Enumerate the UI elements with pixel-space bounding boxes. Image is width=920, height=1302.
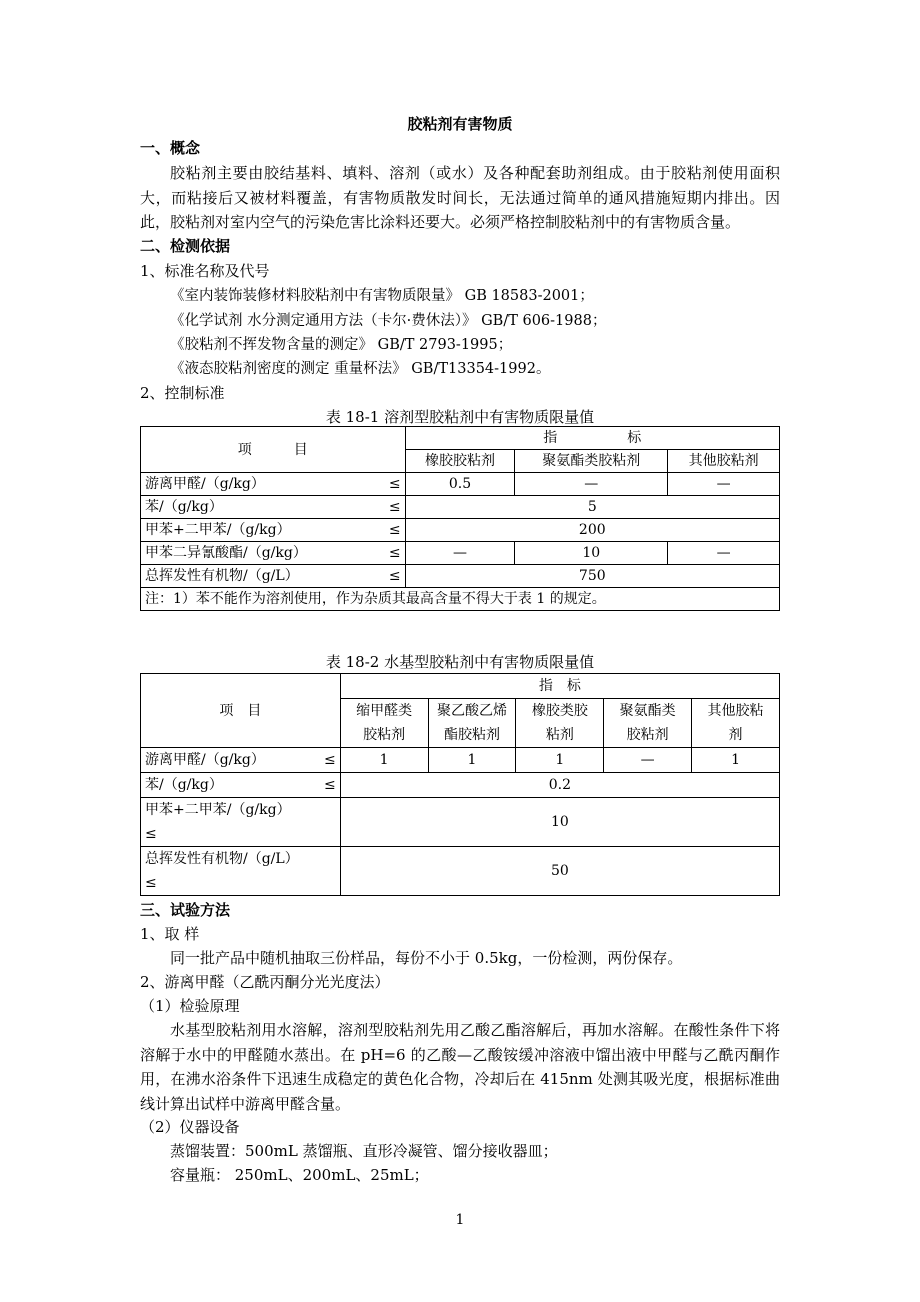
table-cell: — [515, 473, 668, 496]
row-label: 甲苯+二甲苯/（g/kg） [145, 522, 291, 538]
le-symbol: ≤ [323, 752, 336, 768]
table-1-col-header: 聚氨酯类胶粘剂 [515, 450, 668, 473]
row-label: 总挥发性有机物/（g/L） [145, 851, 299, 867]
table-1-index-header: 指 标 [405, 427, 779, 450]
table-2-col-header: 缩甲醛类 胶粘剂 [340, 699, 428, 748]
control-standard-subheading: 2、控制标准 [140, 384, 225, 402]
table-1 [140, 426, 780, 611]
section-2-heading: 二、检测依据 [140, 237, 231, 255]
standard-item: 《液态胶粘剂密度的测定 重量杯法》 GB/T13354-1992。 [170, 361, 551, 377]
standards-subheading: 1、标准名称及代号 [140, 262, 270, 280]
le-symbol: ≤ [388, 522, 401, 538]
table-cell: 1 [428, 748, 516, 773]
table-row [141, 519, 780, 542]
table-cell: 0.5 [405, 473, 515, 496]
le-symbol: ≤ [388, 545, 401, 561]
le-symbol: ≤ [388, 568, 401, 584]
principle-paragraph: 水基型胶粘剂用水溶解，溶剂型胶粘剂先用乙酸乙酯溶解后，再加水溶解。在酸性条件下将溶解于水中的甲醛随水蒸出。在 pH=6 的乙酸—乙酸铵缓冲溶液中馏出液中甲醛与乙酰丙酮作用，在沸水浴条件下迅速生成稳定的黄色化合物，冷却后在 415nm 处测其吸光度，根据标准曲线计算出试样中游离甲醛含量。 [140, 1021, 780, 1113]
equipment-heading: （2）仪器设备 [140, 1118, 240, 1136]
row-label: 甲苯+二甲苯/（g/kg） [145, 802, 291, 818]
table-2-col-header: 聚氨酯类 胶粘剂 [604, 699, 692, 748]
le-symbol: ≤ [388, 476, 401, 492]
row-label: 游离甲醛/（g/kg） [145, 476, 265, 492]
table-2-index-header: 指 标 [340, 674, 779, 699]
le-symbol: ≤ [145, 875, 157, 891]
table-cell: — [668, 542, 780, 565]
table-row [141, 773, 780, 798]
section-1-heading: 一、概念 [140, 139, 201, 157]
le-symbol: ≤ [388, 499, 401, 515]
formaldehyde-subheading: 2、游离甲醛（乙酰丙酮分光光度法） [140, 973, 390, 991]
section-3-heading: 三、试验方法 [140, 901, 231, 919]
table-2 [140, 673, 780, 896]
sampling-text: 同一批产品中随机抽取三份样品，每份不小于 0.5kg，一份检测，两份保存。 [170, 949, 683, 967]
table-cell: 750 [405, 565, 779, 588]
table-row [141, 565, 780, 588]
row-label: 游离甲醛/（g/kg） [145, 752, 265, 768]
principle-heading: （1）检验原理 [140, 997, 240, 1015]
table-cell: 10 [515, 542, 668, 565]
table-row [141, 542, 780, 565]
table-cell: 5 [405, 496, 779, 519]
standard-item: 《化学试剂 水分测定通用方法（卡尔·费休法）》 GB/T 606-1988； [170, 313, 607, 329]
le-symbol: ≤ [145, 826, 157, 842]
standard-item: 《室内装饰装修材料胶粘剂中有害物质限量》 GB 18583-2001； [170, 288, 594, 304]
page-number: 1 [455, 1212, 465, 1228]
table-2-item-header: 项 目 [141, 674, 341, 748]
sampling-subheading: 1、取 样 [140, 925, 200, 943]
standard-item: 《胶粘剂不挥发物含量的测定》 GB/T 2793-1995； [170, 337, 513, 353]
table-2-col-header: 橡胶类胶 粘剂 [516, 699, 604, 748]
row-label: 苯/（g/kg） [145, 499, 223, 515]
table-2-col-header: 其他胶粘 剂 [692, 699, 780, 748]
table-row [141, 798, 780, 847]
table-1-col-header: 其他胶粘剂 [668, 450, 780, 473]
table-1-caption: 表 18-1 溶剂型胶粘剂中有害物质限量值 [325, 408, 595, 426]
table-cell: — [668, 473, 780, 496]
row-label: 苯/（g/kg） [145, 777, 223, 793]
table-cell: — [405, 542, 515, 565]
table-1-col-header: 橡胶胶粘剂 [405, 450, 515, 473]
table-cell: 200 [405, 519, 779, 542]
table-cell: — [604, 748, 692, 773]
table-row [141, 473, 780, 496]
row-label: 甲苯二异氰酸酯/（g/kg） [145, 545, 307, 561]
table-cell: 10 [340, 798, 779, 847]
page-title: 胶粘剂有害物质 [407, 115, 513, 133]
le-symbol: ≤ [323, 777, 336, 793]
table-1-item-header: 项 目 [141, 427, 406, 473]
table-row [141, 847, 780, 896]
equipment-item: 蒸馏装置：500mL 蒸馏瓶、直形冷凝管、馏分接收器皿； [170, 1142, 558, 1160]
table-cell: 1 [340, 748, 428, 773]
table-row [141, 496, 780, 519]
table-2-col-header: 聚乙酸乙烯 酯胶粘剂 [428, 699, 516, 748]
section-1-paragraph: 胶粘剂主要由胶结基料、填料、溶剂（或水）及各种配套助剂组成。由于胶粘剂使用面积大，而粘接后又被材料覆盖，有害物质散发时间长，无法通过简单的通风措施短期内排出。因此，胶粘剂对室内空气的污染危害比涂料还要大。必须严格控制胶粘剂中的有害物质含量。 [140, 164, 780, 231]
table-1-note: 注：1）苯不能作为溶剂使用，作为杂质其最高含量不得大于表 1 的规定。 [141, 588, 780, 611]
equipment-item: 容量瓶： 250mL、200mL、25mL； [170, 1166, 429, 1184]
table-row [141, 748, 780, 773]
table-cell: 50 [340, 847, 779, 896]
table-cell: 0.2 [340, 773, 779, 798]
table-cell: 1 [692, 748, 780, 773]
table-cell: 1 [516, 748, 604, 773]
row-label: 总挥发性有机物/（g/L） [145, 568, 299, 584]
table-2-caption: 表 18-2 水基型胶粘剂中有害物质限量值 [325, 653, 595, 671]
